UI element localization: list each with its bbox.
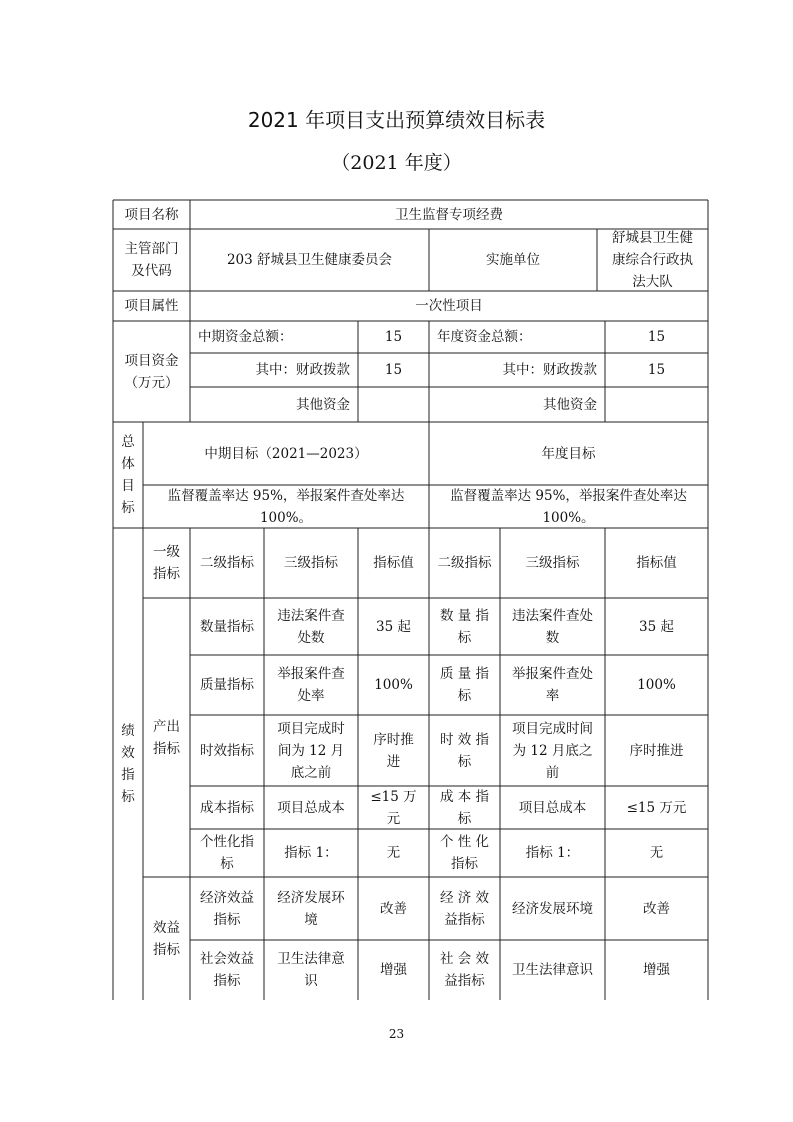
header-level2-annual: 二级指标 — [437, 555, 492, 571]
page-title: 2021 年项目支出预算绩效目标表 — [247, 108, 546, 132]
table-row-cell: 数量指标 — [200, 618, 254, 635]
mid-term-goal-label: 中期目标（2021—2023） — [204, 445, 368, 462]
mid-total-value: 15 — [384, 329, 403, 345]
project-name-value: 卫生监督专项经费 — [395, 206, 503, 223]
overall-goals-label: 总体目标 — [121, 434, 135, 516]
mid-other-label: 其他资金 — [296, 396, 350, 413]
department-value: 203 舒城县卫生健康委员会 — [226, 252, 393, 268]
page-subtitle: （2021 年度） — [331, 152, 462, 174]
table-row-cell: 社 会 效益指标 — [439, 951, 490, 989]
year-total-label: 年度资金总额： — [437, 329, 532, 345]
output-indicators-label: 产出指标 — [153, 718, 180, 757]
table-row-cell: 35 起 — [639, 618, 674, 635]
implementing-unit-value: 舒城县卫生健康综合行政执法大队 — [612, 230, 693, 290]
performance-label: 绩效指标 — [121, 723, 135, 805]
table-row-cell: 时 效 指标 — [439, 731, 490, 770]
table-row-cell: 35 起 — [376, 618, 411, 635]
header-level3: 三级指标 — [284, 555, 338, 571]
annual-goal-label: 年度目标 — [541, 445, 596, 462]
header-level1: 一级指标 — [153, 544, 180, 582]
project-name-label: 项目名称 — [124, 206, 179, 223]
table-row-cell: ≤15 万元 — [370, 788, 417, 827]
year-other-label: 其他资金 — [543, 396, 597, 413]
table-row-cell: 违法案件查处数 — [277, 607, 345, 646]
table-row-cell: 序时推进 — [629, 742, 684, 759]
table-row-cell: 质量指标 — [200, 677, 254, 693]
year-other-value — [605, 387, 708, 422]
table-row-cell: 个 性 化指标 — [439, 834, 490, 872]
table-row-cell: 成 本 指标 — [439, 788, 490, 827]
table-row-cell: 序时推进 — [373, 731, 414, 770]
table-row-cell: 指标 1： — [525, 845, 580, 861]
table-row-cell: 项目总成本 — [277, 799, 345, 816]
header-value: 指标值 — [373, 555, 414, 571]
annual-goal-text: 监督覆盖率达 95%，举报案件查处率达 100%。 — [450, 487, 687, 526]
mid-fiscal-value: 15 — [384, 362, 403, 378]
table-row-cell: 违法案件查处数 — [512, 607, 593, 646]
mid-term-goal-text: 监督覆盖率达 95%，举报案件查处率达 100%。 — [167, 487, 405, 526]
table-row-cell: 项目完成时间为 12 月底之前 — [512, 720, 593, 781]
table-row-cell: 增强 — [643, 962, 670, 978]
table-row-cell: 卫生法律意识 — [277, 951, 345, 989]
table-row-cell: 100% — [374, 677, 413, 693]
table-row-cell: 社会效益指标 — [200, 951, 254, 989]
header-level2: 二级指标 — [200, 555, 254, 571]
table-row-cell: 增强 — [380, 962, 407, 978]
attribute-value: 一次性项目 — [415, 298, 483, 314]
year-fiscal-label: 其中：财政拨款 — [502, 362, 597, 378]
table-row-cell: ≤15 万元 — [626, 799, 687, 816]
table-row-cell: 改善 — [380, 900, 407, 917]
year-total-value: 15 — [647, 329, 666, 345]
table-row-cell: 举报案件查处率 — [277, 666, 345, 704]
table-row-cell: 卫生法律意识 — [512, 962, 593, 978]
table-row-cell: 经济发展环境 — [512, 900, 593, 917]
header-level3-annual: 三级指标 — [525, 555, 580, 571]
department-label: 主管部门及代码 — [124, 241, 179, 279]
table-row-cell: 100% — [637, 677, 676, 693]
mid-total-label: 中期资金总额： — [198, 329, 293, 345]
benefit-indicators-label: 效益指标 — [153, 919, 180, 958]
table-row-cell: 无 — [649, 845, 664, 861]
implementing-unit-label: 实施单位 — [486, 252, 540, 268]
table-row-cell: 改善 — [643, 900, 670, 917]
mid-other-value — [358, 387, 429, 422]
attribute-label: 项目属性 — [124, 298, 179, 314]
table-row-cell: 时效指标 — [200, 742, 254, 759]
table-row-cell: 项目总成本 — [518, 799, 587, 816]
table-row-cell: 经济效益指标 — [200, 889, 254, 928]
table-row-cell: 质 量 指标 — [439, 666, 490, 704]
table-row-cell: 无 — [386, 845, 401, 861]
table-row-cell: 项目完成时间为 12 月底之前 — [277, 720, 345, 781]
header-value-annual: 指标值 — [636, 555, 677, 571]
table-row-cell: 成本指标 — [200, 799, 254, 816]
table-row-cell: 经 济 效益指标 — [439, 889, 490, 928]
table-row-cell: 经济发展环境 — [277, 889, 345, 928]
page-number: 23 — [388, 1027, 405, 1041]
mid-fiscal-label: 其中：财政拨款 — [255, 362, 350, 378]
year-fiscal-value: 15 — [647, 362, 666, 378]
funds-label: 项目资金（万元） — [124, 352, 179, 391]
table-row-cell: 个性化指标 — [200, 834, 254, 872]
table-row-cell: 举报案件查处率 — [512, 666, 593, 704]
table-row-cell: 数 量 指标 — [439, 607, 490, 646]
table-row-cell: 指标 1： — [284, 845, 338, 861]
